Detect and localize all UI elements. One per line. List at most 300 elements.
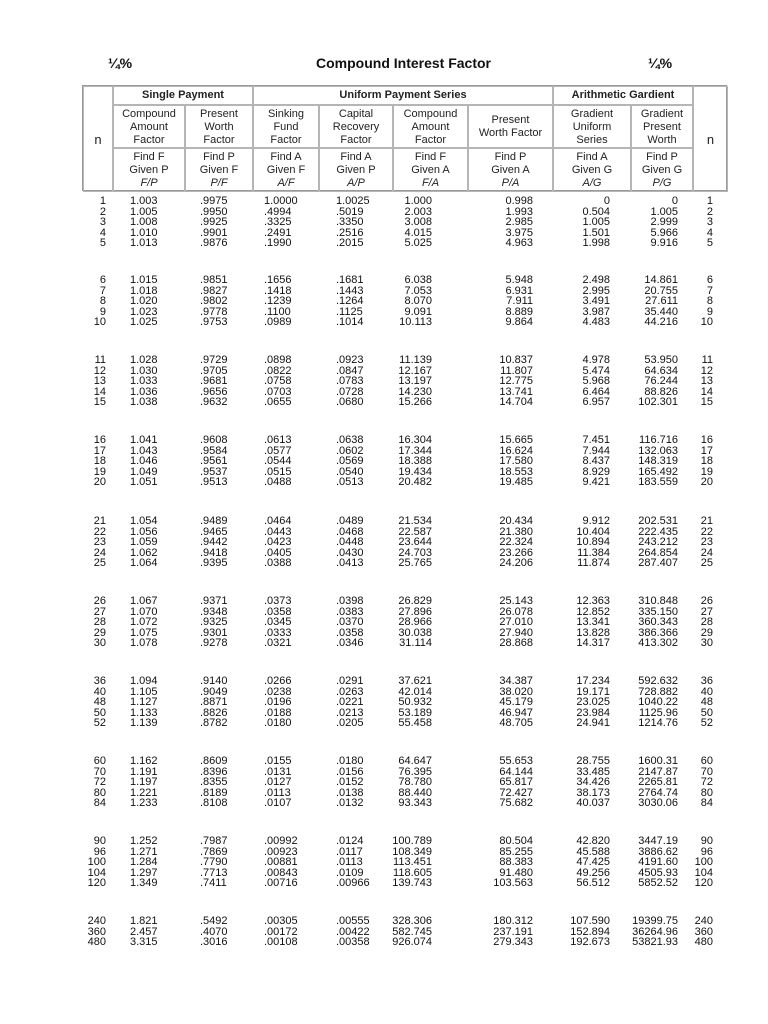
factor-name-line: Gradient [640,107,684,120]
af-value: .00992 [264,835,298,847]
ap-value: .0540 [336,465,364,478]
pf-value: .9705 [200,364,228,377]
factor-symbol: P/G [652,176,672,189]
factor-find-line: Find P [646,150,678,163]
pa-value: 85.255 [499,845,533,858]
pf-value: .9395 [200,557,228,570]
fp-value: 1.036 [130,385,158,398]
af-value: .0703 [264,385,292,398]
n-column-header-right: n [693,86,728,192]
pg-value: 116.716 [639,434,678,446]
fa-value: 3.008 [404,216,432,229]
factor-find [113,148,185,192]
pa-value: 27.010 [499,616,533,629]
pa-value: 26.078 [499,605,533,618]
factor-symbol: P/A [501,176,520,189]
row-n: 15 [93,396,106,409]
row-n: 7 [99,284,106,297]
pf-value: .9140 [200,675,228,687]
fa-value: 17.344 [398,444,432,457]
factor-find-line: Given G [571,163,613,176]
row-n-right: 23 [700,536,713,549]
fp-value: 1.233 [130,797,158,810]
fp-value: 1.252 [130,835,158,847]
fa-value: 12.167 [398,364,432,377]
fa-value: 27.896 [398,605,432,618]
pa-value: 6.931 [505,284,533,297]
row-n: 120 [87,877,106,890]
pg-value: 287.407 [638,557,678,570]
ap-value: .0291 [336,675,364,687]
pf-value: .9656 [200,385,228,398]
fa-value: 926.074 [392,936,432,949]
row-n-right: 25 [700,557,713,570]
pf-value: .9371 [200,595,228,607]
factor-symbol: P/F [210,176,228,189]
pa-value: 11.807 [500,364,533,377]
row-n: 36 [93,675,106,687]
factor-find-line: Given G [641,163,683,176]
pg-value: 360.343 [638,616,678,629]
fa-value: 78.780 [398,776,432,789]
factor-find [253,148,319,192]
row-n-right: 7 [706,284,713,297]
pg-value: 165.492 [638,465,678,478]
fa-value: 8.070 [404,295,432,308]
pg-value: 3447.19 [638,835,678,847]
ap-value: 1.0025 [336,195,370,207]
ag-value: 11.384 [577,546,610,559]
row-n-right: 240 [694,915,713,927]
ap-value: .3350 [336,216,364,229]
af-value: .00881 [264,856,298,869]
af-value: .4994 [264,205,292,218]
ap-value: .1681 [336,274,364,286]
fp-value: 1.015 [130,274,158,286]
pa-value: 12.775 [499,375,533,388]
table-row [0,798,768,809]
factor-name [319,105,393,148]
row-n: 3 [99,216,106,229]
ap-value: .0213 [336,706,364,719]
factor-name [185,105,253,148]
af-value: .00172 [264,925,298,938]
factor-name-line: Present [643,120,681,133]
pa-value: 72.427 [499,786,533,799]
row-group [0,196,768,249]
pg-value: 35.440 [644,305,678,318]
row-group [0,596,768,649]
fa-value: 22.587 [398,525,432,538]
ap-value: .0358 [336,626,364,639]
table-row [0,718,768,729]
pa-value: 103.563 [493,877,533,890]
ap-value: .00422 [336,925,370,938]
row-n-right: 10 [700,316,713,329]
table-row [0,397,768,408]
rate-label-left: ¼% [108,55,133,71]
pf-value: .5492 [200,915,228,927]
pf-value: .9465 [200,525,228,538]
ap-value: .0448 [336,536,364,549]
row-n-right: 24 [700,546,713,559]
ag-value: 7.944 [582,444,610,457]
pa-value: 237.191 [493,925,533,938]
title-row [0,55,768,75]
af-value: .0333 [264,626,292,639]
pf-value: .8108 [200,797,228,810]
fp-value: 1.025 [130,316,158,329]
pf-value: .7987 [200,835,228,847]
af-value: .0266 [264,675,292,687]
fp-value: 1.127 [130,696,158,709]
factor-find [553,148,631,192]
pa-value: 23.266 [499,546,533,559]
row-n-right: 60 [700,755,713,767]
ag-value: 152.894 [570,925,610,938]
pa-value: 25.143 [499,595,533,607]
ag-value: 42.820 [576,835,610,847]
ag-value: 10.404 [576,525,610,538]
factor-find-line: Find F [414,150,447,163]
ag-value: 5.968 [582,375,610,388]
fa-value: 28.966 [398,616,432,629]
pa-value: 16.624 [499,444,533,457]
fa-value: 19.434 [398,465,432,478]
row-group [0,355,768,408]
pg-value: 264.854 [638,546,678,559]
row-n: 9 [99,305,106,318]
table-row [0,317,768,328]
ag-value: 2.995 [582,284,610,297]
factor-name-line: Worth [647,133,677,146]
fp-value: 1.297 [130,866,158,879]
row-n-right: 18 [700,455,713,468]
pf-value: .9950 [200,205,228,218]
ap-value: .0783 [336,375,364,388]
pg-value: 1125.96 [639,706,678,719]
pg-value: 36264.96 [632,925,678,938]
ap-value: .0370 [336,616,364,629]
row-n: 104 [87,866,106,879]
af-value: .3325 [264,216,292,229]
row-n: 13 [93,375,106,388]
pa-value: 38.020 [499,685,533,698]
ap-value: .0117 [336,845,363,858]
fa-value: 10.113 [399,316,432,329]
row-group [0,836,768,889]
row-n-right: 28 [700,616,713,629]
fp-value: 1.018 [130,284,158,297]
pg-value: 53821.93 [632,936,678,949]
table-row [0,238,768,249]
table-row [0,477,768,488]
ap-value: .0138 [336,786,364,799]
pa-value: 28.868 [499,637,533,650]
fp-value: 1.162 [130,755,158,767]
pa-value: 34.387 [499,675,533,687]
row-n-right: 96 [700,845,713,858]
row-n-right: 360 [694,925,713,938]
fa-value: 5.025 [404,237,432,250]
fp-value: 1.139 [130,717,158,730]
pg-value: 19399.75 [632,915,678,927]
pa-value: 0.998 [505,195,533,207]
row-n-right: 17 [700,444,713,457]
pf-value: .9901 [200,226,228,239]
row-n: 21 [93,515,106,527]
fp-value: 1.221 [130,786,158,799]
pf-value: .4070 [200,925,228,938]
pf-value: .9632 [200,396,228,409]
fa-value: 88.440 [398,786,432,799]
row-n: 72 [93,776,106,789]
ap-value: .0124 [336,835,364,847]
pa-value: 21.380 [499,525,533,538]
pf-value: .9778 [200,305,228,318]
rate-label-right: ¼% [648,55,673,71]
pa-value: 20.434 [499,515,533,527]
fp-value: 1.043 [130,444,158,457]
row-n-right: 14 [700,385,713,398]
fa-value: 42.014 [398,685,432,698]
fa-value: 21.534 [398,515,432,527]
fa-value: 2.003 [404,205,432,218]
row-n: 240 [87,915,106,927]
factor-name-line: Fund [273,120,299,133]
fp-value: 1.067 [130,595,158,607]
pf-value: .9325 [200,616,228,629]
row-n: 18 [93,455,106,468]
factor-find [468,148,553,192]
row-n: 11 [94,354,106,366]
pg-value: 4191.60 [638,856,678,869]
ap-value: .00358 [336,936,370,949]
fp-value: 1.051 [130,476,158,489]
row-n: 360 [87,925,106,938]
factor-name-line: Present [200,107,238,120]
af-value: .0127 [264,776,292,789]
factor-name [631,105,693,148]
pf-value: .9753 [200,316,228,329]
row-n: 16 [93,434,106,446]
fa-value: 30.038 [398,626,432,639]
factor-find [393,148,468,192]
af-value: 1.0000 [264,195,298,207]
row-n-right: 13 [700,375,713,388]
row-group [0,435,768,488]
pg-value: 386.366 [638,626,678,639]
ag-value: 4.978 [582,354,610,366]
factor-find-line: Find A [340,150,372,163]
fp-value: 1.094 [130,675,158,687]
row-n-right: 90 [700,835,713,847]
pg-value: 14.861 [644,274,678,286]
pg-value: 5852.52 [638,877,678,890]
ap-value: .5019 [336,205,364,218]
fa-value: 76.395 [398,765,432,778]
factor-symbol: F/A [421,176,440,189]
fa-value: 26.829 [398,595,432,607]
af-value: .2491 [264,226,292,239]
row-n: 2 [99,205,106,218]
ag-value: 24.941 [576,717,610,730]
row-n-right: 36 [700,675,713,687]
row-n: 12 [93,364,106,377]
ag-value: 6.464 [582,385,610,398]
row-n-right: 104 [694,866,713,879]
row-n: 60 [93,755,106,767]
row-n-right: 48 [700,696,713,709]
row-n: 29 [93,626,106,639]
ag-value: 13.341 [576,616,610,629]
row-n-right: 80 [700,786,713,799]
factor-find-line: Find P [494,150,527,163]
fa-value: 100.789 [392,835,432,847]
table-row [0,196,768,207]
factor-name-line: Capital [338,107,374,120]
ag-value: 40.037 [576,797,610,810]
pg-value: 0 [671,195,678,207]
factor-name-line: Sinking [267,107,305,120]
pa-value: 64.144 [499,765,533,778]
pa-value: 19.485 [499,476,533,489]
group-header: Uniform Payment Series [253,86,553,105]
factor-name [553,105,631,148]
fp-value: 1.064 [130,557,158,570]
ap-value: .0152 [336,776,364,789]
pa-value: 2.985 [505,216,533,229]
factor-name-line: Factor [340,133,372,146]
fp-value: 1.062 [130,546,158,559]
row-n: 1 [99,195,106,207]
row-n: 40 [93,685,106,698]
row-n: 17 [93,444,106,457]
row-n-right: 22 [700,525,713,538]
ap-value: .0413 [336,557,364,570]
af-value: .0544 [264,455,292,468]
ag-value: 6.957 [582,396,610,409]
row-n-right: 20 [700,476,713,489]
table-row [0,275,768,286]
group-header: Single Payment [113,86,253,105]
fa-value: 118.605 [393,866,432,879]
row-n-right: 15 [700,396,713,409]
fp-value: 1.056 [130,525,158,538]
table-row [0,937,768,948]
ag-value: 45.588 [576,845,610,858]
fa-value: 37.621 [398,675,432,687]
row-n-right: 72 [700,776,713,789]
row-n-right: 1 [706,195,713,207]
ag-value: 49.256 [576,866,610,879]
af-value: .0822 [264,364,292,377]
af-value: .0188 [264,706,292,719]
ap-value: .2015 [336,237,364,250]
ag-value: 23.025 [576,696,610,709]
af-value: .1656 [264,274,292,286]
ag-value: 23.984 [576,706,610,719]
fp-value: 1.003 [130,195,158,207]
af-value: .0107 [264,797,292,810]
pa-value: 80.504 [499,835,533,847]
pg-value: 148.319 [638,455,678,468]
pa-value: 180.312 [493,915,533,927]
pa-value: 65.817 [499,776,533,789]
row-n: 96 [93,845,106,858]
ag-value: 4.483 [582,316,610,329]
pf-value: .7713 [200,866,228,879]
row-n-right: 40 [700,685,713,698]
ag-value: 12.852 [576,605,610,618]
pf-value: .9925 [200,216,228,229]
fa-value: 328.306 [392,915,432,927]
ap-value: .0638 [336,434,364,446]
pa-value: 18.553 [499,465,533,478]
fp-value: 3.315 [130,936,158,949]
factor-name-line: Factor [270,133,302,146]
factor-symbol: A/F [277,176,295,189]
pf-value: .9561 [200,455,228,468]
pf-value: .9802 [200,295,228,308]
ap-value: .0923 [336,354,364,366]
ap-value: .0205 [336,717,364,730]
pg-value: 728.882 [638,685,678,698]
fa-value: 50.932 [398,696,432,709]
af-value: .00923 [264,845,298,858]
ag-value: 38.173 [576,786,610,799]
row-n-right: 16 [700,434,713,446]
fa-value: 15.266 [398,396,432,409]
factor-find [185,148,253,192]
ag-value: 34.426 [576,776,610,789]
row-n-right: 5 [706,237,713,250]
pg-value: 53.950 [644,354,678,366]
row-n: 90 [93,835,106,847]
pg-value: 335.150 [638,605,678,618]
factor-find-line: Given P [336,163,376,176]
row-n: 480 [87,936,106,949]
fa-value: 25.765 [398,557,432,570]
row-n: 100 [87,856,106,869]
table-row [0,435,768,446]
ap-value: .0383 [336,605,364,618]
pa-value: 13.741 [499,385,533,398]
pg-value: 1.005 [650,205,678,218]
ag-value: 9.421 [582,476,610,489]
fa-value: 93.343 [398,797,432,810]
row-n-right: 12 [700,364,713,377]
ag-value: 56.512 [576,877,610,890]
factor-name [468,105,553,148]
ag-value: 8.929 [582,465,610,478]
ap-value: .0513 [336,476,364,489]
af-value: .1239 [264,295,292,308]
pa-value: 24.206 [499,557,533,570]
af-value: .0577 [264,444,292,457]
pg-value: 27.611 [645,295,678,308]
af-value: .0358 [264,605,292,618]
fp-value: 1.059 [130,536,158,549]
factor-name-line: Compound [403,107,458,120]
factor-name-line: Factor [133,133,165,146]
fp-value: 1.054 [130,515,158,527]
row-group [0,916,768,948]
pg-value: 44.216 [644,316,678,329]
pg-value: 310.848 [638,595,678,607]
ap-value: .1443 [336,284,364,297]
fp-value: 1.028 [130,354,158,366]
